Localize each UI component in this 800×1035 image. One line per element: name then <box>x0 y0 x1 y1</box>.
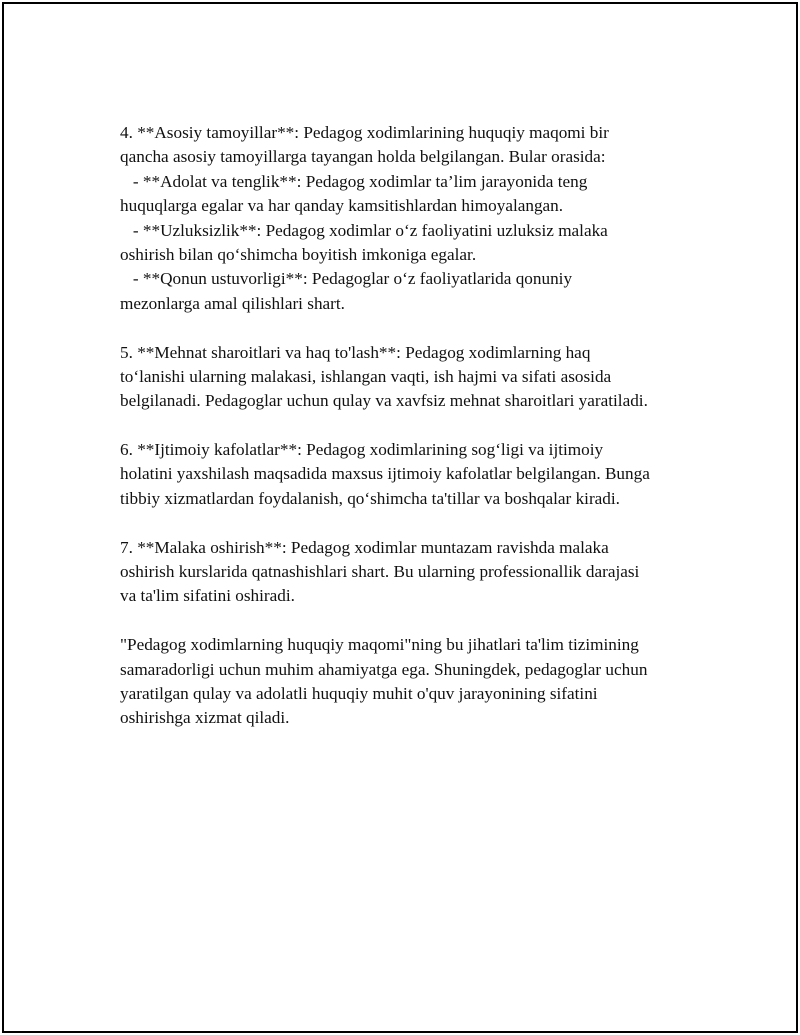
text-line: - **Adolat va tenglik**: Pedagog xodimlar ta’lim jarayonida teng <box>120 171 588 191</box>
page-frame <box>2 2 798 1033</box>
paragraph-gap <box>120 316 700 340</box>
text-line: mezonlarga amal qilishlari shart. <box>120 293 345 313</box>
text-line: oshirish bilan qo‘shimcha boyitish imkoniga egalar. <box>120 244 477 264</box>
text-line: 4. **Asosiy tamoyillar**: Pedagog xodimlarining huquqiy maqomi bir <box>120 123 609 142</box>
text-line: qancha asosiy tamoyillarga tayangan holda belgilangan. Bular orasida: <box>120 147 606 167</box>
text-line: tibbiy xizmatlardan foydalanish, qo‘shimcha ta'tillar va boshqalar kiradi. <box>120 488 620 508</box>
text-line: holatini yaxshilash maqsadida maxsus ijtimoiy kafolatlar belgilangan. Bunga <box>120 464 650 484</box>
text-line: oshirishga xizmat qiladi. <box>120 708 290 728</box>
text-line: 5. **Mehnat sharoitlari va haq to'lash**: Pedagog xodimlarning haq <box>120 342 591 362</box>
text-line: belgilanadi. Pedagoglar uchun qulay va xavfsiz mehnat sharoitlari yaratiladi. <box>120 391 648 411</box>
text-line: to‘lanishi ularning malakasi, ishlangan vaqti, ish hajmi va sifati asosida <box>120 366 612 386</box>
document-body <box>120 121 700 731</box>
text-line: 7. **Malaka oshirish**: Pedagog xodimlar muntazam ravishda malaka <box>120 537 609 557</box>
paragraph-gap <box>120 609 700 633</box>
text-line: yaratilgan qulay va adolatli huquqiy muhit o'quv jarayonining sifatini <box>120 683 598 703</box>
text-line: va ta'lim sifatini oshiradi. <box>120 586 295 606</box>
text-line: - **Qonun ustuvorligi**: Pedagoglar o‘z faoliyatlarida qonuniy <box>120 269 573 289</box>
text-line: "Pedagog xodimlarning huquqiy maqomi"ning bu jihatlari ta'lim tizimining <box>120 635 639 655</box>
text-line: 6. **Ijtimoiy kafolatlar**: Pedagog xodimlarining sog‘ligi va ijtimoiy <box>120 440 604 460</box>
text-line: oshirish kurslarida qatnashishlari shart. Bu ularning professionallik darajasi <box>120 562 640 582</box>
paragraph-gap <box>120 511 700 535</box>
paragraph-gap <box>120 414 700 438</box>
text-line: samaradorligi uchun muhim ahamiyatga ega. Shuningdek, pedagoglar uchun <box>120 659 648 679</box>
text-line: huquqlarga egalar va har qanday kamsitishlardan himoyalangan. <box>120 196 564 216</box>
text-line: - **Uzluksizlik**: Pedagog xodimlar o‘z faoliyatini uzluksiz malaka <box>120 220 608 240</box>
